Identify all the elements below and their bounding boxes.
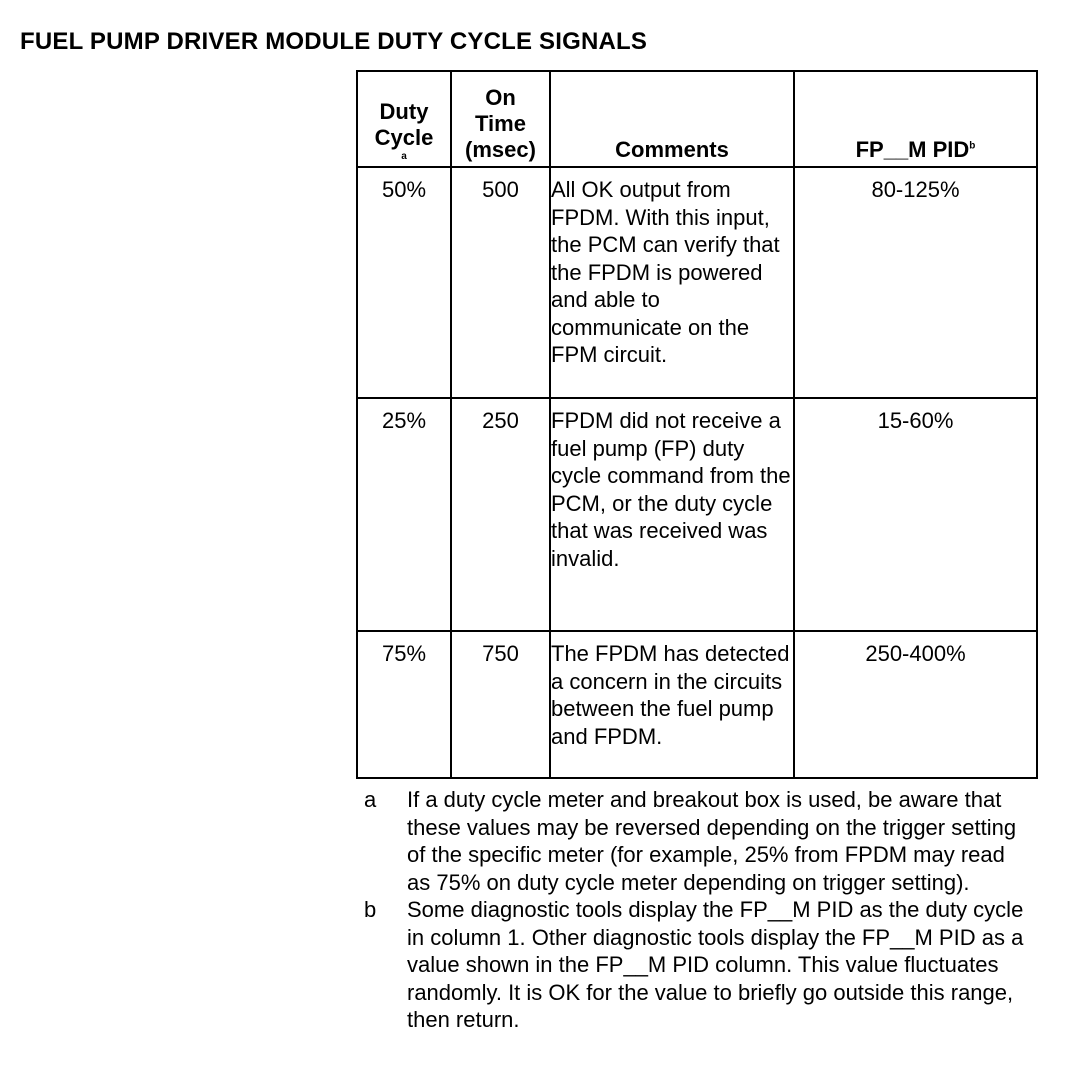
- header-duty-cycle-line-2: Cycle: [374, 125, 434, 150]
- header-pid: [794, 71, 1037, 167]
- table-header-row: [357, 71, 1037, 167]
- pid-cell: 80-125%: [794, 167, 1037, 398]
- footnote-b: [364, 896, 1024, 1034]
- on-time-cell: 750: [451, 631, 550, 778]
- table-row: [357, 398, 1037, 631]
- comments-cell: FPDM did not receive a fuel pump (FP) duty cycle command from the PCM, or the duty cycle that was received was invalid.: [550, 398, 794, 631]
- header-comments-label: Comments: [615, 137, 729, 162]
- on-time-cell: 500: [451, 167, 550, 398]
- footnote-letter: b: [364, 897, 377, 922]
- footnote-letter: a: [364, 787, 377, 812]
- footnotes: [364, 786, 1024, 1034]
- table-row: [357, 631, 1037, 778]
- pid-cell: 250-400%: [794, 631, 1037, 778]
- header-duty-cycle: [357, 71, 451, 167]
- header-pid-label: FP__M PID: [855, 137, 970, 162]
- header-duty-cycle-footnote-marker: a: [401, 151, 407, 162]
- header-on-time-line-1: On: [485, 85, 516, 110]
- duty-cycle-table: [356, 70, 1038, 779]
- header-comments: [550, 71, 794, 167]
- comments-cell: The FPDM has detected a concern in the circuits between the fuel pump and FPDM.: [550, 631, 794, 778]
- pid-cell: 15-60%: [794, 398, 1037, 631]
- duty-cycle-cell: 75%: [357, 631, 451, 778]
- duty-cycle-cell: 50%: [357, 167, 451, 398]
- header-on-time: [451, 71, 550, 167]
- footnote-text: If a duty cycle meter and breakout box is used, be aware that these values may be reversed depending on the trigger setting of the specific meter (for example, 25% from FPDM may read as 75% on duty cycle meter depending on trigger setting).: [407, 787, 1017, 895]
- duty-cycle-cell: 25%: [357, 398, 451, 631]
- page-title: FUEL PUMP DRIVER MODULE DUTY CYCLE SIGNALS: [20, 28, 648, 55]
- table-row: [357, 167, 1037, 398]
- header-duty-cycle-line-1: Duty: [379, 99, 429, 124]
- header-on-time-line-2: Time: [475, 111, 526, 136]
- footnote-a: [364, 786, 1024, 896]
- header-pid-footnote-marker: b: [969, 140, 976, 152]
- header-on-time-line-3: (msec): [465, 137, 536, 162]
- on-time-cell: 250: [451, 398, 550, 631]
- comments-cell: All OK output from FPDM. With this input, the PCM can verify that the FPDM is powered and able to communicate on the FPM circuit.: [550, 167, 794, 398]
- footnote-text: Some diagnostic tools display the FP__M PID as the duty cycle in column 1. Other diagnostic tools display the FP__M PID as a value shown in the FP__M PID column. This value fluctuates randomly. It is OK for the value to briefly go outside this range, then return.: [407, 897, 1024, 1032]
